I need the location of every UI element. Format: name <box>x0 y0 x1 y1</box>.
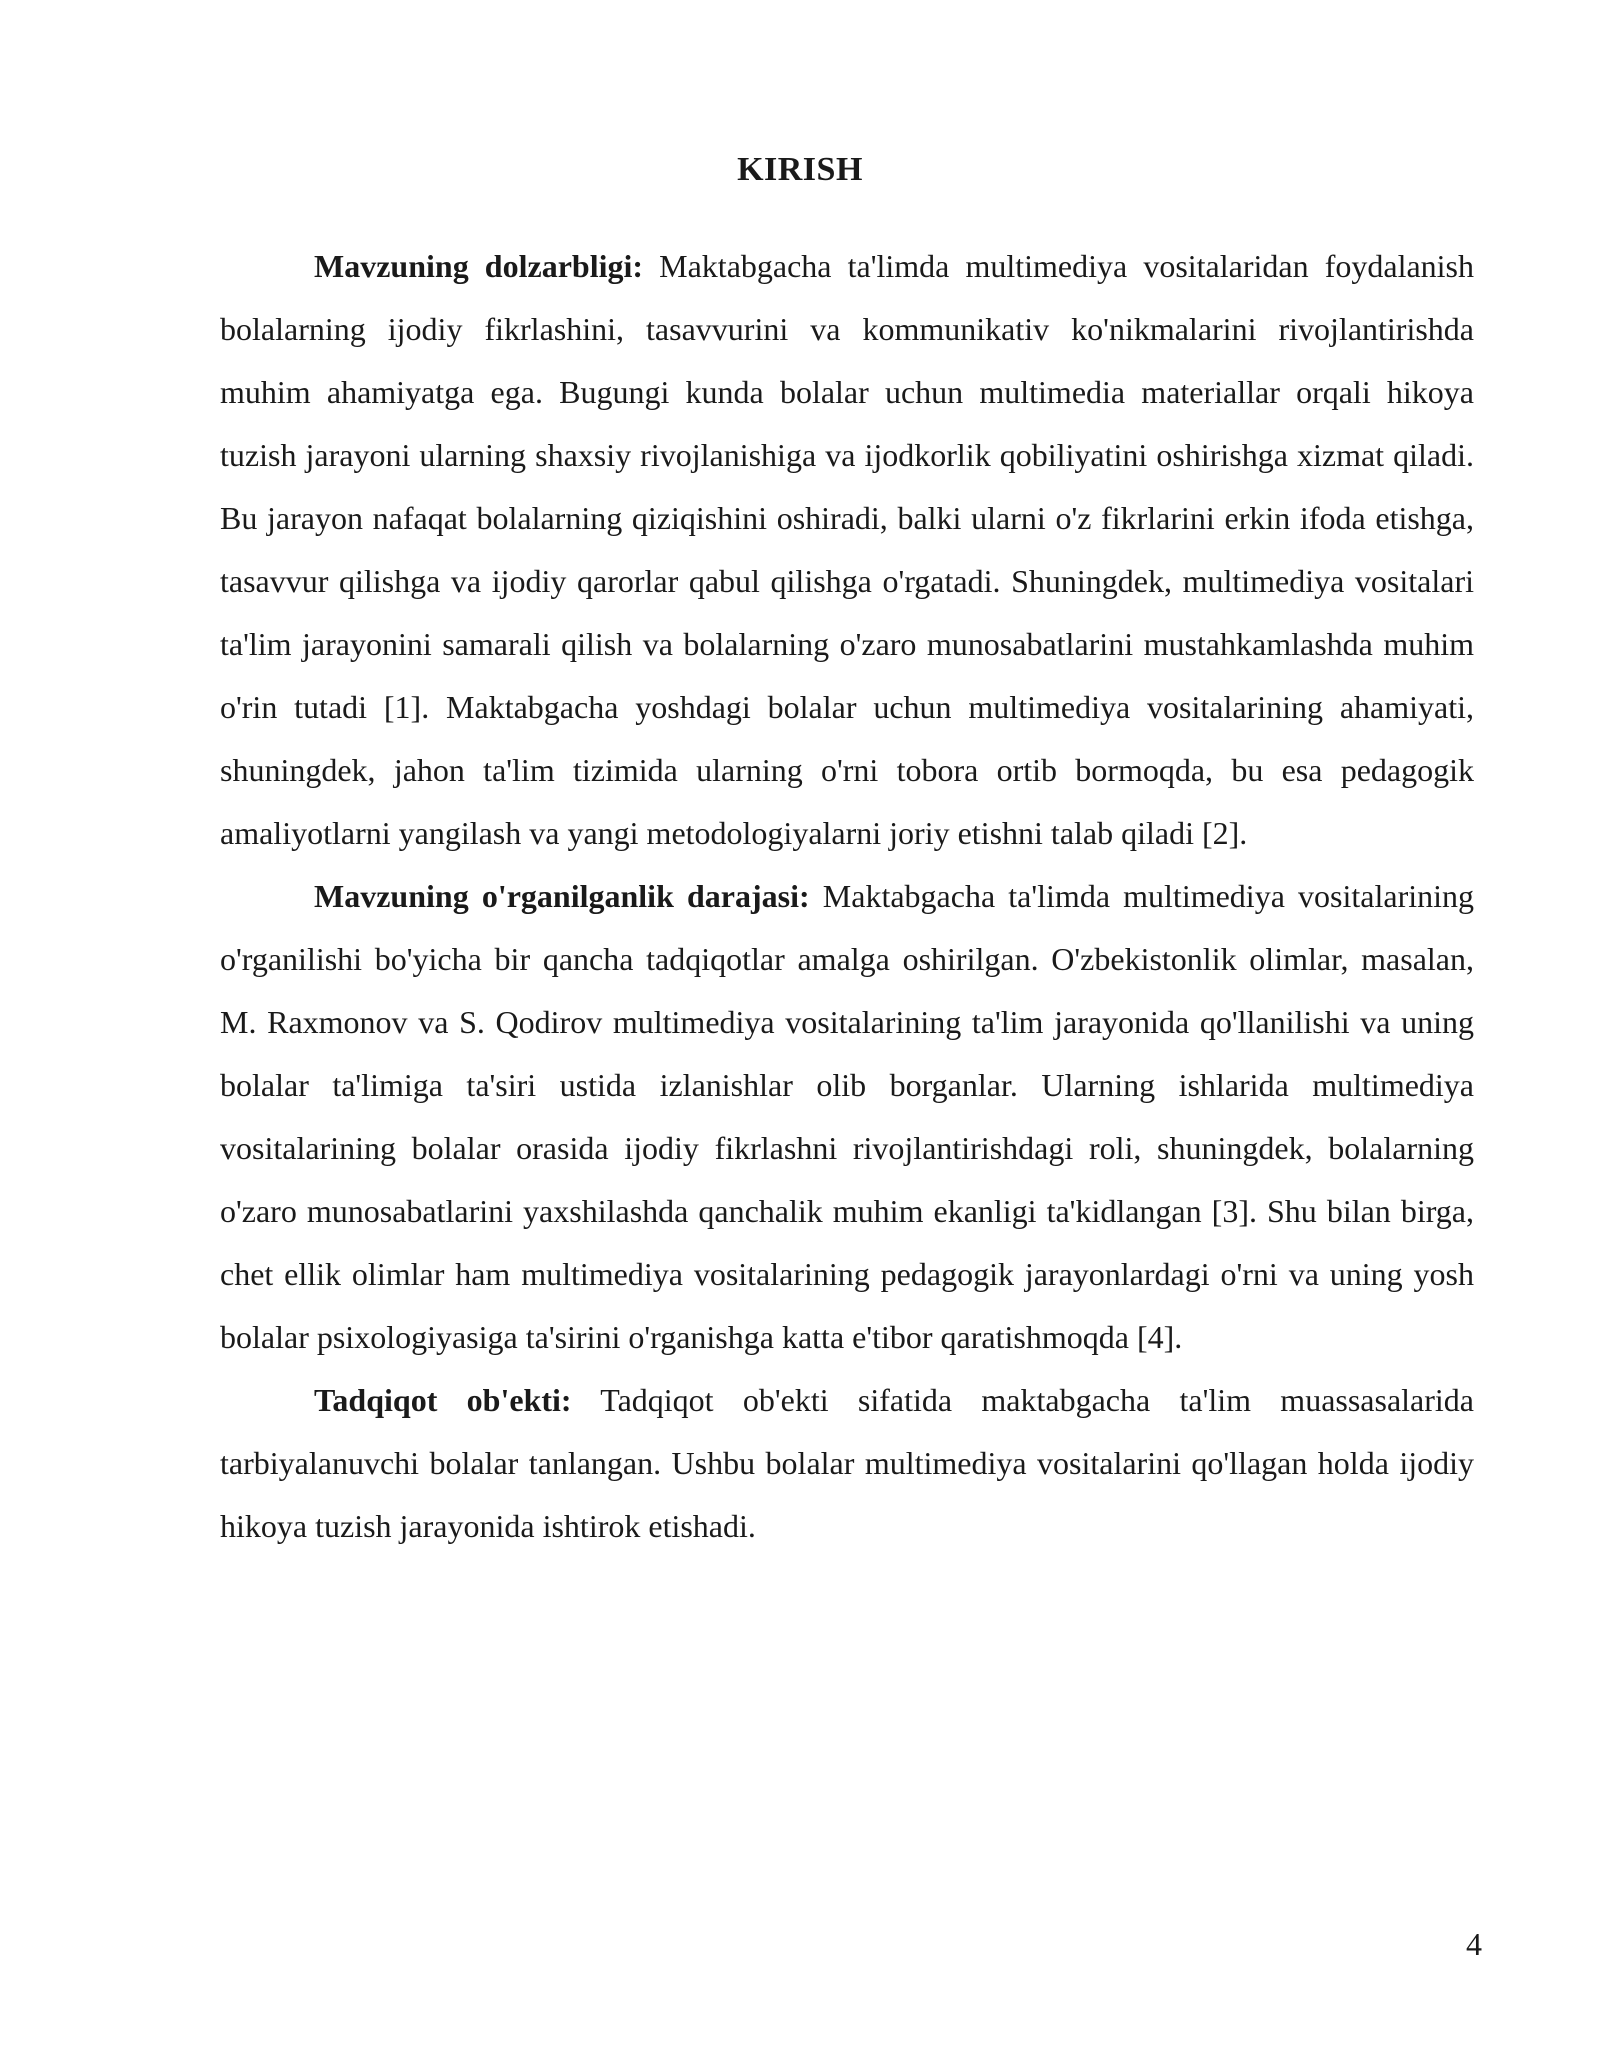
page-title: KIRISH <box>737 151 863 188</box>
page-number: 4 <box>1466 1926 1482 1962</box>
paragraph-lead: Tadqiqot ob'ekti: <box>314 1382 572 1418</box>
paragraph-relevance <box>220 235 1474 865</box>
body-text <box>220 235 1474 1558</box>
paragraph-research-object <box>220 1369 1474 1558</box>
paragraph-lead: Mavzuning dolzarbligi: <box>314 248 644 284</box>
paragraph-text: Tadqiqot ob'ekti sifatida maktabgacha ta'lim muassasalarida tarbiyalanuvchi bolalar tanlangan. Ushbu bolalar multimediya vositalarini qo'llagan holda ijodiy hikoya tuzish jarayonida ishtirok etishadi. <box>220 1382 1474 1544</box>
paragraph-text: Maktabgacha ta'limda multimediya vositalarining o'rganilishi bo'yicha bir qancha tadqiqotlar amalga oshirilgan. O'zbekistonlik olimlar, masalan, M. Raxmonov va S. Qodirov multimediya vositalarining ta'lim jarayonida qo'llanilishi va uning bolalar ta'limiga ta'siri ustida izlanishlar olib borganlar. Ularning ishlarida multimediya vositalarining bolalar orasida ijodiy fikrlashni rivojlantirishdagi roli, shuningdek, bolalarning o'zaro munosabatlarini yaxshilashda qanchalik muhim ekanligi ta'kidlangan [3]. Shu bilan birga, chet ellik olimlar ham multimediya vositalarining pedagogik jarayonlardagi o'rni va uning yosh bolalar psixologiyasiga ta'sirini o'rganishga katta e'tibor qaratishmoqda [4]. <box>220 878 1474 1355</box>
paragraph-study-degree <box>220 865 1474 1369</box>
paragraph-text: Maktabgacha ta'limda multimediya vositalaridan foydalanish bolalarning ijodiy fikrlashini, tasavvurini va kommunikativ ko'nikmalarini rivojlantirishda muhim ahamiyatga ega. Bugungi kunda bolalar uchun multimedia materiallar orqali hikoya tuzish jarayoni ularning shaxsiy rivojlanishiga va ijodkorlik qobiliyatini oshirishga xizmat qiladi. Bu jarayon nafaqat bolalarning qiziqishini oshiradi, balki ularni o'z fikrlarini erkin ifoda etishga, tasavvur qilishga va ijodiy qarorlar qabul qilishga o'rgatadi. Shuningdek, multimediya vositalari ta'lim jarayonini samarali qilish va bolalarning o'zaro munosabatlarini mustahkamlashda muhim o'rin tutadi [1]. Maktabgacha yoshdagi bolalar uchun multimediya vositalarining ahamiyati, shuningdek, jahon ta'lim tizimida ularning o'rni tobora ortib bormoqda, bu esa pedagogik amaliyotlarni yangilash va yangi metodologiyalarni joriy etishni talab qiladi [2]. <box>220 248 1475 851</box>
paragraph-lead: Mavzuning o'rganilganlik darajasi: <box>314 878 810 914</box>
